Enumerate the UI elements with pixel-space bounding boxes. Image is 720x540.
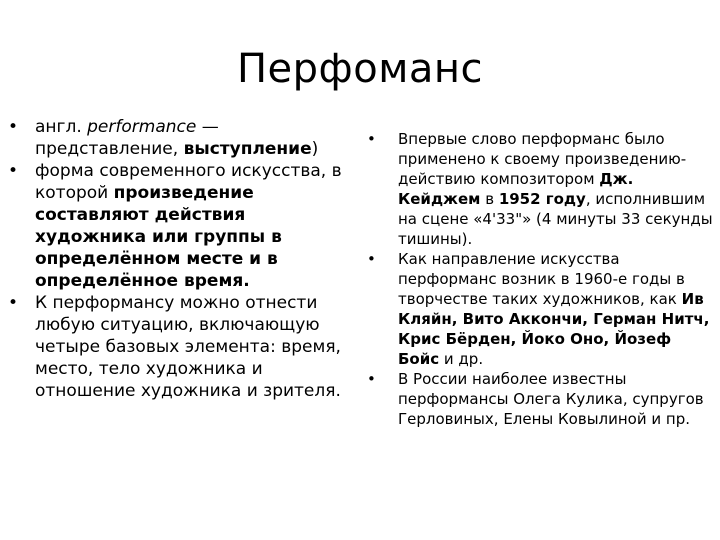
bullet-icon: • [367, 250, 376, 268]
list-item [362, 129, 716, 249]
bullet-icon: • [8, 117, 19, 137]
item-text: В России наиболее известны перформансы Олега Кулика, супругов Герловиных, Елены Ковылиной и пр. [398, 370, 704, 428]
list-item [362, 369, 716, 429]
item-text: К перформансу можно отнести любую ситуацию, включающую четыре базовых элемента: время, место, тело художника и отношение художника и зрителя. [35, 293, 341, 401]
list-item [362, 249, 716, 369]
item-text-bold: Ив Кляйн, Вито Аккончи, Герман Нитч, Крис Бёрден, Йоко Оно, Йозеф Бойс [398, 290, 710, 368]
left-bullet-list [8, 116, 358, 402]
item-text: Как направление искусства перформанс возник в 1960-е годы в творчестве таких художников, как [398, 250, 685, 308]
item-text-italic: performance [87, 117, 197, 137]
item-text: в [480, 190, 499, 208]
item-text: и др. [439, 350, 484, 368]
list-item [8, 292, 358, 402]
bullet-icon: • [8, 161, 19, 181]
item-text: , исполнившим на сцене «4'33"» (4 минуты 33 секунды тишины). [398, 190, 713, 248]
item-text: форма современного искусства, в которой [35, 161, 342, 203]
list-item [8, 160, 358, 292]
right-column [362, 129, 716, 429]
item-text-bold: Дж. Кейджем [398, 170, 634, 208]
slide-title: Перфоманс [236, 46, 484, 92]
item-text-bold: 1952 году [498, 190, 586, 208]
item-text: ) [311, 139, 319, 159]
item-text-bold: выступление [183, 139, 312, 159]
bullet-icon: • [367, 370, 376, 388]
item-text: Впервые слово перформанс было применено к своему произведению-действию композитором [398, 130, 687, 188]
left-column [8, 116, 358, 402]
list-item [8, 116, 358, 160]
item-text-bold: произведение составляют действия художника или группы в определённом месте и в определённое время. [35, 183, 282, 291]
item-text: англ. [35, 117, 88, 137]
right-bullet-list [362, 129, 716, 429]
bullet-icon: • [8, 293, 19, 313]
bullet-icon: • [367, 130, 376, 148]
item-text: — представление, [35, 117, 219, 159]
